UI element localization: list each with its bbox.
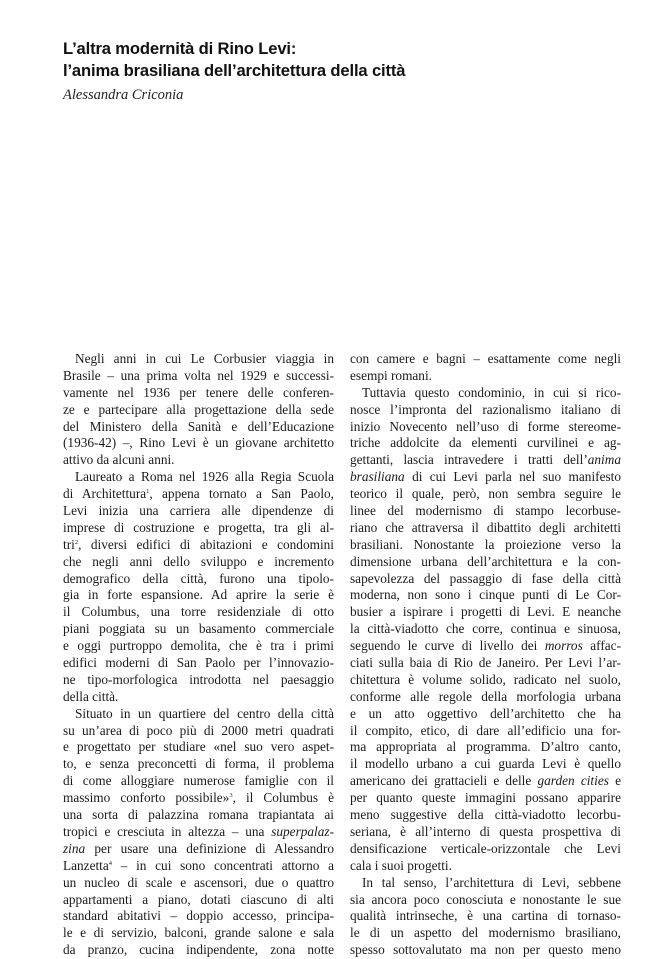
text-line: spesso sottovalutato ma non per questo meno [350, 942, 621, 958]
text-line: Levi inizia una carriera alle dipendenze di [63, 503, 334, 519]
text-line: conforme alle regole della morfologia urbana [350, 688, 621, 704]
italic-term: brasiliana [350, 469, 405, 485]
text-line: meno suggestive della città-viadotto lecorbu- [350, 807, 621, 823]
text-line: da pranzo, cucina indipendente, zona notte [63, 942, 334, 958]
italic-term: superpalaz- [271, 823, 334, 839]
body-column-right [350, 351, 621, 959]
text-line: una sorta di palazzina romana trapiantata ai [63, 807, 334, 823]
text-line: gettanti, lascia intravedere i tratti dell’anima [350, 452, 621, 468]
text-line: demografico della città, furono una tipolo- [63, 570, 334, 586]
text-line: e oggi purtroppo demolita, che è tra i primi [63, 638, 334, 654]
text-line: piani poggiata su un basamento commerciale [63, 621, 334, 637]
text-line: appartamenti a piano, dotati ciascuno di alti [63, 891, 334, 907]
text-line: densificazione verticale-orizzontale che Levi [350, 840, 621, 856]
title-line-2: l’anima brasiliana dell’architettura della città [63, 60, 406, 80]
text-line: imprese di costruzione e progetta, tra gli al- [63, 519, 334, 535]
text-line: busier a ispirare i progetti di Levi. E neanche [350, 604, 621, 620]
text-line: In tal senso, l’architettura di Levi, sebbene [362, 874, 621, 890]
italic-term: anima [587, 452, 621, 468]
text-line: le e di servizio, balconi, grande salone e sala [63, 925, 334, 941]
text-line: su un’area di poco più di 2000 metri quadrati [63, 722, 334, 738]
text-line: riano che attraversa il dibattito degli architetti [350, 519, 621, 535]
text-line: di Architettura$^1$, appena tornato a San Paolo, [63, 486, 334, 502]
text-line: attivo da alcuni anni. [63, 452, 175, 468]
title-line-1: L’altra modernità di Rino Levi: [63, 39, 297, 59]
text-line: to, e senza preconcetti di forma, il problema [63, 756, 334, 772]
text-line: ze e partecipare alla progettazione della sede [63, 401, 334, 417]
text-line: per quanto queste immagini possano apparire [350, 790, 621, 806]
text-line: standard abitativi – doppio accesso, principa- [63, 908, 334, 924]
text-line: zina per usare una definizione di Alessandro [63, 840, 334, 856]
italic-term: zina [63, 840, 86, 856]
italic-term: garden cities [537, 773, 609, 789]
text-line: di come alloggiare numerose famiglie con il [63, 773, 334, 789]
text-line: qualità intrinseche, è una cartina di tornaso- [350, 908, 621, 924]
text-line: americano dei grattacieli e delle garden cities e [350, 773, 621, 789]
text-line: vamente nel 1936 per tenere delle conferen- [63, 384, 334, 400]
text-line: ma appropriata al programma. D’altro canto, [350, 739, 621, 755]
text-line: dimensione urbana dell’architettura e la con- [350, 553, 621, 569]
text-line: il Columbus, una torre residenziale di otto [63, 604, 334, 620]
text-line: nosce l’impronta del razionalismo italiano di [350, 401, 621, 417]
text-line: inizio Novecento nell’uso di forme stereome- [350, 418, 621, 434]
text-line: le di un aspetto del modernismo brasiliano, [350, 925, 621, 941]
article-title [63, 38, 603, 81]
text-line: il modello urbano a cui guarda Levi è quello [350, 756, 621, 772]
text-line: Lanzetta$^4$ – in cui sono concentrati attorno a [63, 857, 334, 873]
text-line: con camere e bagni – esattamente come negli [350, 351, 621, 366]
text-line: triche addolcite da elementi curvilinei e ag- [350, 435, 621, 451]
text-line: teorico il quale, però, non sembra seguire le [350, 486, 621, 502]
text-line: tropici e cresciuta in altezza – una superpalaz- [63, 823, 334, 839]
text-line: sia ancora poco conosciuta e nonostante le sue [350, 891, 621, 907]
text-line: edifici moderni di San Paolo per l’innovazio- [63, 655, 334, 671]
article-author: Alessandra Criconia [63, 87, 184, 103]
text-line: sapevolezza del passaggio di fase della città [350, 570, 621, 586]
text-line: che negli anni dello sviluppo e incremento [63, 553, 334, 569]
text-line: e progettato per studiare «nel suo vero aspet- [63, 739, 334, 755]
text-line: tri$^2$, diversi edifici di abitazioni e condomini [63, 536, 334, 552]
text-line: Laureato a Roma nel 1926 alla Regia Scuola [75, 469, 334, 485]
text-line: chitettura è volume solido, radicato nel suolo, [350, 671, 621, 687]
text-line: e un atto oggettivo dell’architetto che ha [350, 705, 621, 721]
text-line: Negli anni in cui Le Corbusier viaggia in [75, 351, 334, 366]
text-line: brasiliana di cui Levi parla nel suo manifesto [350, 469, 621, 485]
text-line: brasiliani. Nonostante la proiezione verso la [350, 536, 621, 552]
text-line: Tuttavia questo condominio, in cui si rico- [362, 384, 621, 400]
text-line: seriana, è all’interno di questa prospettiva di [350, 823, 621, 839]
footnote-ref: 4 [108, 859, 113, 867]
text-line: seguendo le curve di livello dei morros affac- [350, 638, 621, 654]
body-column-left [63, 351, 334, 959]
text-line: cala i suoi progetti. [350, 857, 452, 873]
text-line: massimo conforto possibile»$^3$, il Columbus è [63, 790, 335, 806]
footnote-ref: 3 [229, 792, 233, 800]
text-line: la città-viadotto che corre, continua e sinuosa, [350, 621, 621, 637]
text-line: moderna, non sono i cinque punti di Le Cor- [350, 587, 621, 603]
text-line: linee del modernismo di stampo lecorbuse- [350, 503, 621, 519]
text-line: esempi romani. [350, 367, 432, 383]
footnote-ref: 1 [146, 488, 150, 496]
text-line: Brasile – una prima volta nel 1929 e successi- [63, 367, 334, 383]
text-line: (1936-42) –, Rino Levi è un giovane architetto [63, 435, 334, 451]
text-line: un nucleo di scale e ascensori, due o quattro [63, 874, 334, 890]
text-line: ciati sulla baia di Rio de Janeiro. Per Levi l’ar- [350, 655, 621, 671]
text-line: il compito, etico, di dare all’edificio una for- [350, 722, 621, 738]
italic-term: morros [544, 638, 583, 654]
footnote-ref: 2 [74, 538, 79, 546]
text-line: gia in forte espansione. Ad aprire la serie è [63, 587, 334, 603]
text-line: del Ministero della Sanità e dell’Educazione [63, 418, 334, 434]
text-line: ne tipo-morfologica introdotta nel paesaggio [63, 671, 334, 687]
text-line: Situato in un quartiere del centro della città [75, 705, 334, 721]
text-line: della città. [63, 688, 119, 704]
